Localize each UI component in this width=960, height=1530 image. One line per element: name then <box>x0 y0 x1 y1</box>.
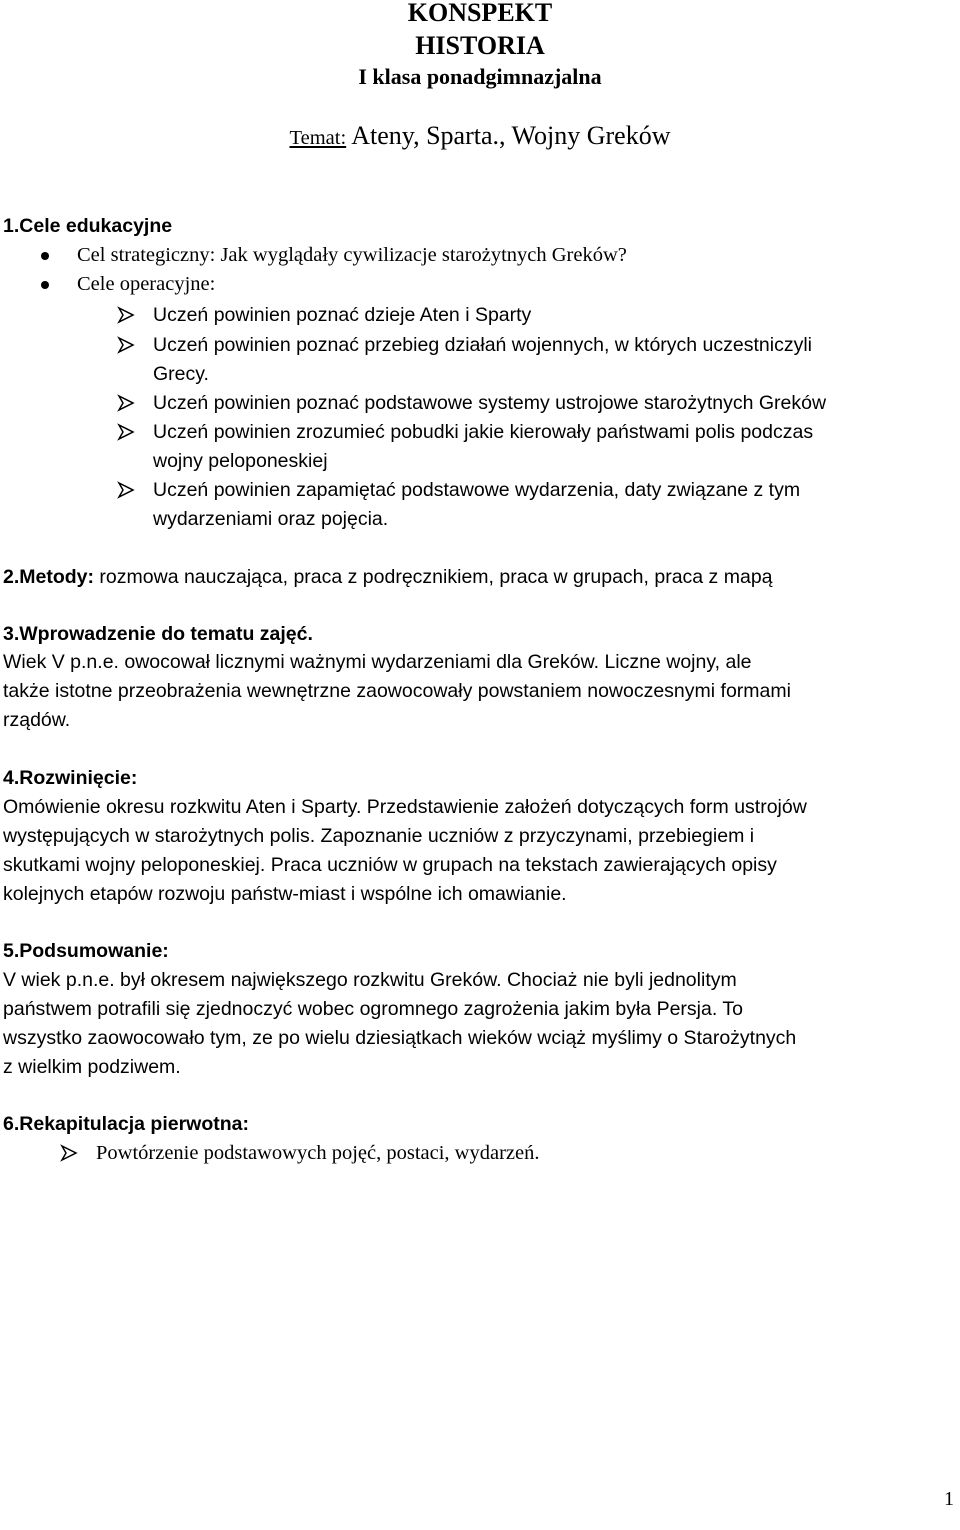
section-heading-recap: 6.Rekapitulacja pierwotna: <box>3 1113 249 1135</box>
objective-text-cont: wydarzeniami oraz pojęcia. <box>153 508 389 530</box>
development-text-line: Omówienie okresu rozkwitu Aten i Sparty. Przedstawienie założeń dotyczących form ustrojów <box>3 796 807 818</box>
summary-text-line: wszystko zaowocowało tym, ze po wielu dziesiątkach wieków wciąż myślimy o Starożytnych <box>3 1027 797 1049</box>
section-heading-intro: 3.Wprowadzenie do tematu zajęć. <box>3 623 313 645</box>
objective-text-cont: Grecy. <box>153 363 209 385</box>
arrow-bullet-icon <box>117 481 135 499</box>
arrow-bullet-icon <box>117 423 135 441</box>
objective-text: Uczeń powinien zapamiętać podstawowe wydarzenia, daty związane z tym <box>153 479 801 501</box>
section-heading-summary: 5.Podsumowanie: <box>3 940 169 962</box>
summary-text-line: z wielkim podziwem. <box>3 1056 181 1078</box>
recap-item: Powtórzenie podstawowych pojęć, postaci, wydarzeń. <box>96 1142 540 1164</box>
section-heading-development: 4.Rozwinięcie: <box>3 767 138 789</box>
objective-text: Uczeń powinien poznać podstawowe systemy ustrojowe starożytnych Greków <box>153 392 827 414</box>
bullet-dot-icon <box>41 252 49 260</box>
summary-text-line: państwem potrafili się zjednoczyć wobec ogromnego zagrożenia jakim była Persja. To <box>3 998 743 1020</box>
methods-text: rozmowa nauczająca, praca z podręcznikiem, praca w grupach, praca z mapą <box>94 566 773 588</box>
doc-title: KONSPEKT <box>407 0 553 27</box>
objective-text-cont: wojny peloponeskiej <box>153 450 328 472</box>
objective-text: Uczeń powinien zrozumieć pobudki jakie kierowały państwami polis podczas <box>153 421 814 443</box>
arrow-bullet-icon <box>117 394 135 412</box>
development-text-line: skutkami wojny peloponeskiej. Praca uczniów w grupach na tekstach zawierających opisy <box>3 854 777 876</box>
doc-class: I klasa ponadgimnazjalna <box>358 64 602 89</box>
doc-subject: HISTORIA <box>415 31 545 60</box>
goal-bullet-text: Cel strategiczny: Jak wyglądały cywilizacje starożytnych Greków? <box>77 244 627 266</box>
intro-text-line: rządów. <box>3 709 71 731</box>
objective-text: Uczeń powinien poznać przebieg działań wojennych, w których uczestniczyli <box>153 334 813 356</box>
intro-text-line: Wiek V p.n.e. owocował licznymi ważnymi wydarzeniami dla Greków. Liczne wojny, ale <box>3 651 752 673</box>
development-text-line: występujących w starożytnych polis. Zapoznanie uczniów z przyczynami, przebiegiem i <box>3 825 755 847</box>
arrow-bullet-icon <box>60 1144 78 1162</box>
topic-label: Temat: <box>289 127 347 149</box>
topic-line <box>0 118 960 156</box>
section-heading-methods: 2.Metody: <box>3 566 95 588</box>
methods-line <box>3 563 773 592</box>
objective-text: Uczeń powinien poznać dzieje Aten i Sparty <box>153 304 532 326</box>
summary-text-line: V wiek p.n.e. był okresem największego rozkwitu Greków. Chociaż nie byli jednolitym <box>3 969 737 991</box>
page-number: 1 <box>944 1488 954 1510</box>
topic-text: Ateny, Sparta., Wojny Greków <box>351 121 671 150</box>
bullet-dot-icon <box>41 281 49 289</box>
intro-text-line: także istotne przeobrażenia wewnętrzne zaowocowały powstaniem nowoczesnymi formami <box>3 680 791 702</box>
arrow-bullet-icon <box>117 306 135 324</box>
section-heading-goals: 1.Cele edukacyjne <box>3 215 173 237</box>
development-text-line: kolejnych etapów rozwoju państw-miast i wspólne ich omawianie. <box>3 883 567 905</box>
goal-bullet-text: Cele operacyjne: <box>77 273 216 295</box>
arrow-bullet-icon <box>117 336 135 354</box>
